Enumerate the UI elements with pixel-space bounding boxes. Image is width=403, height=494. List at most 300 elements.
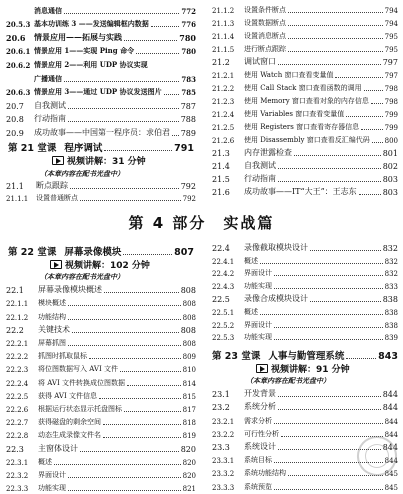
toc-entry-page: 844 xyxy=(384,457,398,466)
toc-entry-title: 功能实现 xyxy=(38,484,66,493)
toc-entry[interactable] xyxy=(6,374,196,387)
chapter-22-video xyxy=(50,258,150,271)
toc-entry[interactable] xyxy=(212,28,398,41)
toc-entry-leader xyxy=(124,411,181,412)
toc-entry-leader xyxy=(54,464,181,465)
toc-entry-title: 基本功训练 3 ——发送编辑框内数据 xyxy=(34,19,149,29)
toc-entry-page: 845 xyxy=(384,483,398,492)
toc-entry-number: 22.1 xyxy=(6,286,24,296)
toc-entry[interactable] xyxy=(212,119,398,132)
toc-entry-number: 22.3.3 xyxy=(6,485,29,494)
toc-entry-page: 792 xyxy=(180,181,196,191)
toc-entry[interactable] xyxy=(212,54,398,67)
toc-entry-leader xyxy=(127,385,181,386)
toc-entry-page: 809 xyxy=(182,353,196,362)
toc-entry-number: 21.1 xyxy=(6,181,24,191)
toc-entry-page: 785 xyxy=(181,88,196,98)
toc-entry-title: 使用 Watch 窗口查看变量值 xyxy=(244,71,334,79)
toc-entry-title: 将位图数据写入 AVI 文件 xyxy=(38,365,118,374)
chapter-22-title: 屏幕录像模块 xyxy=(64,247,122,258)
chapter-23-video-label: 视频讲解：91 分钟 xyxy=(271,365,350,375)
toc-entry-number: 22.5.1 xyxy=(212,308,235,317)
toc-entry-leader xyxy=(68,121,179,122)
toc-entry-leader xyxy=(274,275,383,276)
toc-top-left xyxy=(6,0,196,150)
toc-entry-leader xyxy=(310,250,381,251)
toc-entry[interactable] xyxy=(212,132,398,145)
toc-entry-leader xyxy=(274,288,383,289)
toc-entry[interactable] xyxy=(212,317,398,330)
toc-entry-leader xyxy=(89,358,181,359)
toc-entry-page: 832 xyxy=(384,257,398,266)
chapter-21-page: 791 xyxy=(174,143,194,154)
toc-entry[interactable] xyxy=(6,178,196,191)
toc-entry[interactable] xyxy=(6,401,196,414)
toc-entry-number: 23.3 xyxy=(212,442,230,452)
toc-entry-leader xyxy=(80,200,181,201)
toc-entry-leader xyxy=(64,81,179,82)
chapter-22-note: （本章内容在配书光盘中） xyxy=(40,272,124,281)
toc-entry-page: 845 xyxy=(384,470,398,479)
chapter-23-heading xyxy=(212,348,398,362)
toc-entry-leader xyxy=(68,477,181,478)
toc-entry-title: 开发背景 xyxy=(244,389,276,399)
toc-entry-number: 21.2 xyxy=(212,58,230,67)
toc-entry-page: 820 xyxy=(182,458,196,467)
toc-entry-title: 需求分析 xyxy=(244,416,272,425)
toc-entry-number: 22.2.3 xyxy=(6,366,29,375)
chapter-23-leader xyxy=(346,358,376,359)
toc-entry-number: 21.4 xyxy=(212,162,230,171)
toc-entry-page: 772 xyxy=(181,6,196,16)
toc-entry[interactable] xyxy=(6,322,196,335)
toc-entry-page: 800 xyxy=(384,137,398,145)
toc-entry[interactable] xyxy=(212,278,398,291)
toc-entry-title: 录像截取模块设计 xyxy=(244,242,308,252)
toc-entry[interactable] xyxy=(212,106,398,119)
toc-entry-leader xyxy=(361,129,383,130)
toc-entry-page: 792 xyxy=(182,195,196,203)
chapter-23-page: 843 xyxy=(378,351,398,362)
toc-entry-page: 810 xyxy=(182,366,196,375)
toc-entry-title: 抓图时抓取鼠标 xyxy=(38,352,87,361)
toc-entry[interactable] xyxy=(6,480,196,493)
toc-entry-leader xyxy=(68,345,181,346)
toc-entry-number: 23.2 xyxy=(212,403,230,413)
toc-entry[interactable] xyxy=(212,93,398,106)
toc-entry-number: 20.6.2 xyxy=(6,60,31,70)
toc-entry[interactable] xyxy=(6,295,196,308)
toc-entry-title: 进行断点跟踪 xyxy=(244,45,286,53)
toc-entry-title: 界面设计 xyxy=(244,269,272,278)
toc-entry-number: 21.2.3 xyxy=(212,98,235,106)
toc-entry-leader xyxy=(288,38,383,39)
toc-entry-page: 844 xyxy=(382,403,398,413)
toc-entry-number: 23.3.3 xyxy=(212,483,235,492)
toc-entry-number: 22.2.8 xyxy=(6,432,29,441)
toc-entry-leader xyxy=(346,116,382,117)
toc-entry-number: 21.2.5 xyxy=(212,124,235,132)
toc-entry-number: 22.3 xyxy=(6,444,24,454)
toc-entry-page: 808 xyxy=(180,325,196,335)
chapter-22-leader xyxy=(123,254,172,255)
toc-entry-leader xyxy=(294,155,381,156)
toc-entry-number: 22.2.1 xyxy=(6,339,29,348)
toc-entry-number: 23.3.2 xyxy=(212,470,235,479)
toc-entry[interactable] xyxy=(212,412,398,425)
toc-entry-page: 780 xyxy=(179,32,196,43)
toc-entry-page: 844 xyxy=(384,417,398,426)
toc-entry-page: 839 xyxy=(384,334,398,343)
toc-entry[interactable] xyxy=(6,348,196,361)
toc-entry[interactable] xyxy=(212,41,398,54)
toc-entry[interactable] xyxy=(212,171,398,184)
toc-entry-number: 22.5 xyxy=(212,294,230,304)
toc-entry-leader xyxy=(371,103,383,104)
toc-entry-leader xyxy=(288,51,383,52)
toc-entry-page: 799 xyxy=(384,111,398,119)
toc-entry-page: 794 xyxy=(384,7,398,15)
toc-entry-leader xyxy=(359,194,381,195)
toc-entry[interactable] xyxy=(6,440,196,453)
toc-entry-leader xyxy=(288,12,383,13)
toc-entry[interactable] xyxy=(212,330,398,343)
toc-entry[interactable] xyxy=(6,361,196,374)
toc-entry-title: 将 AVI 文件转换成位图数据 xyxy=(38,378,125,387)
toc-entry-leader xyxy=(103,424,181,425)
toc-entry-leader xyxy=(64,13,179,14)
toc-entry-title: 消息通信 xyxy=(34,5,62,15)
toc-entry-number: 21.6 xyxy=(212,188,230,197)
toc-entry[interactable] xyxy=(6,467,196,480)
toc-entry[interactable] xyxy=(6,56,196,70)
toc-entry-page: 783 xyxy=(181,74,196,84)
toc-entry[interactable] xyxy=(212,145,398,158)
toc-entry-title: 屏幕录像模块概述 xyxy=(38,285,102,295)
toc-entry-page: 776 xyxy=(181,20,196,30)
toc-entry-number: 22.5.2 xyxy=(212,321,235,330)
toc-entry-title: 自我测试 xyxy=(244,161,276,170)
toc-entry-page: 819 xyxy=(182,432,196,441)
toc-entry-title: 成功故事——中国第一程序员：求伯君 xyxy=(34,127,170,137)
toc-entry-leader xyxy=(70,188,179,189)
video-icon xyxy=(50,260,62,269)
toc-entry-leader xyxy=(372,142,383,143)
toc-entry-page: 844 xyxy=(382,442,398,452)
toc-entry-title: 功能结构 xyxy=(38,312,66,321)
toc-entry-page: 832 xyxy=(382,243,398,253)
toc-entry[interactable] xyxy=(6,2,196,16)
toc-entry-title: 概述 xyxy=(244,307,258,316)
toc-entry-leader xyxy=(68,490,181,491)
toc-entry-title: 系统功能结构 xyxy=(244,469,286,478)
toc-entry[interactable] xyxy=(212,15,398,28)
video-icon xyxy=(256,364,268,373)
toc-entry-page: 802 xyxy=(382,162,398,171)
toc-entry-page: 838 xyxy=(384,321,398,330)
toc-entry-leader xyxy=(68,305,181,306)
toc-entry-page: 808 xyxy=(180,286,196,296)
toc-entry-number: 22.4.3 xyxy=(212,283,235,292)
toc-entry-title: 情景应用 1——实现 Ping 命令 xyxy=(34,46,135,56)
toc-entry-leader xyxy=(364,90,383,91)
chapter-22-video-label: 视频讲解：102 分钟 xyxy=(65,261,150,271)
toc-entry-leader xyxy=(260,314,383,315)
toc-entry-number: 22.2.2 xyxy=(6,353,29,362)
toc-entry-number: 23.1 xyxy=(212,390,230,400)
toc-entry[interactable] xyxy=(212,304,398,317)
chapter-21-video-label: 视频讲解：31 分钟 xyxy=(67,157,146,167)
toc-entry-title: 情景应用——拓展与实践 xyxy=(34,31,122,42)
toc-entry-number: 22.2.4 xyxy=(6,379,29,388)
toc-entry-leader xyxy=(288,475,383,476)
toc-entry-page: 780 xyxy=(181,47,196,57)
toc-entry-number: 21.2.1 xyxy=(212,72,235,80)
toc-entry-title: 使用 Memory 窗口查看对象的内存信息 xyxy=(244,97,369,105)
toc-entry-title: 调试窗口 xyxy=(244,57,276,66)
chapter-21-label: 第 21 堂课 xyxy=(8,143,57,154)
toc-entry[interactable] xyxy=(212,2,398,15)
toc-entry-leader xyxy=(120,371,181,372)
toc-entry-number: 22.4.1 xyxy=(212,257,235,266)
toc-entry-number: 22.2.5 xyxy=(6,392,29,401)
toc-bottom-left xyxy=(6,282,196,494)
toc-entry-title: 情景应用 3——通过 UDP 协议发送图片 xyxy=(34,87,162,97)
toc-entry-leader xyxy=(278,64,381,65)
toc-entry-title: 情景应用 2——利用 UDP 协议实现 xyxy=(34,59,148,69)
toc-entry[interactable] xyxy=(6,84,196,98)
toc-entry[interactable] xyxy=(6,70,196,84)
toc-entry-title: 自我测试 xyxy=(34,100,66,110)
chapter-23-title: 人事与勤管理系统 xyxy=(268,351,345,362)
toc-entry-title: 获得 AVI 文件信息 xyxy=(38,391,97,400)
toc-entry[interactable] xyxy=(6,388,196,401)
toc-entry[interactable] xyxy=(212,399,398,412)
toc-entry-number: 22.1.2 xyxy=(6,313,29,322)
toc-entry-leader xyxy=(288,25,383,26)
toc-entry-number: 21.1.3 xyxy=(212,20,235,28)
toc-entry-number: 20.7 xyxy=(6,101,24,111)
toc-entry-page: 808 xyxy=(182,300,196,309)
toc-entry-title: 设置消息断点 xyxy=(244,32,286,40)
toc-entry-number: 22.1.1 xyxy=(6,300,29,309)
toc-entry-number: 20.5.3 xyxy=(6,20,31,30)
part-title: 第 4 部分 实战篇 xyxy=(128,214,275,232)
toc-entry-leader xyxy=(68,108,179,109)
toc-entry-page: 803 xyxy=(382,175,398,184)
toc-entry-page: 803 xyxy=(382,188,398,197)
chapter-21-heading xyxy=(8,140,194,154)
toc-entry-page: 844 xyxy=(382,390,398,400)
chapter-23-label: 第 23 堂课 xyxy=(212,351,261,362)
toc-entry-leader xyxy=(104,292,179,293)
toc-entry-page: 798 xyxy=(384,98,398,106)
toc-entry-title: 模块概述 xyxy=(38,299,66,308)
toc-entry[interactable] xyxy=(212,240,398,253)
toc-entry[interactable] xyxy=(212,80,398,93)
toc-entry-number: 20.8 xyxy=(6,115,24,125)
toc-entry-leader xyxy=(72,332,179,333)
toc-entry-number: 21.5 xyxy=(212,175,230,184)
toc-entry-title: 关键技术 xyxy=(38,324,70,334)
toc-entry-title: 主窗体设计 xyxy=(38,443,78,453)
toc-entry-title: 系统预览 xyxy=(244,482,272,491)
toc-entry-title: 使用 Variables 窗口查看变量值 xyxy=(244,110,345,118)
toc-entry[interactable] xyxy=(6,427,196,440)
toc-entry-number: 21.2.4 xyxy=(212,111,235,119)
toc-entry-leader xyxy=(136,53,179,54)
toc-entry-page: 801 xyxy=(382,149,398,158)
toc-entry[interactable] xyxy=(212,67,398,80)
toc-entry-leader xyxy=(274,423,383,424)
toc-entry-page: 832 xyxy=(384,270,398,279)
toc-entry-number: 21.1.2 xyxy=(212,7,235,15)
toc-entry-title: 使用 Call Stack 窗口查看函数的调用 xyxy=(244,84,362,92)
toc-entry-number: 21.1.1 xyxy=(6,195,29,203)
toc-entry[interactable] xyxy=(212,291,398,304)
toc-entry[interactable] xyxy=(6,414,196,427)
toc-entry-title: 系统设计 xyxy=(244,441,276,451)
toc-entry-number: 21.1.5 xyxy=(212,46,235,54)
toc-entry-page: 788 xyxy=(180,115,196,125)
toc-entry-page: 838 xyxy=(382,294,398,304)
toc-entry-page: 817 xyxy=(182,405,196,414)
toc-entry-page: 818 xyxy=(182,419,196,428)
toc-entry-title: 概述 xyxy=(244,256,258,265)
toc-entry-title: 界面设计 xyxy=(244,320,272,329)
toc-entry-title: 界面设计 xyxy=(38,470,66,479)
toc-entry-page: 815 xyxy=(182,392,196,401)
toc-entry-title: 使用 Disassembly 窗口查看反汇编代码 xyxy=(244,136,370,144)
toc-entry-number: 22.3.1 xyxy=(6,458,29,467)
toc-entry-title: 行动指南 xyxy=(34,114,66,124)
toc-entry[interactable] xyxy=(6,111,196,125)
toc-entry[interactable] xyxy=(6,308,196,321)
toc-entry-page: 820 xyxy=(180,444,196,454)
toc-entry-page: 787 xyxy=(180,101,196,111)
video-icon xyxy=(52,156,64,165)
toc-entry[interactable] xyxy=(212,386,398,399)
toc-top-right xyxy=(212,0,398,200)
toc-entry-title: 广播通信 xyxy=(34,73,62,83)
toc-entry[interactable] xyxy=(6,43,196,57)
toc-entry-number: 21.3 xyxy=(212,149,230,158)
chapter-21-title: 程序调试 xyxy=(64,143,103,154)
toc-entry-number: 23.2.1 xyxy=(212,417,235,426)
toc-entry-title: 系统分析 xyxy=(244,402,276,412)
toc-entry[interactable] xyxy=(212,266,398,279)
toc-entry-title: 屏幕抓图 xyxy=(38,338,66,347)
toc-entry[interactable] xyxy=(6,335,196,348)
toc-entry-number: 20.9 xyxy=(6,128,24,138)
toc-entry-leader xyxy=(278,409,381,410)
toc-entry-leader xyxy=(274,339,383,340)
toc-entry[interactable] xyxy=(6,124,196,138)
toc-entry-leader xyxy=(274,327,383,328)
toc-entry-title: 设置条件断点 xyxy=(244,6,286,14)
toc-entry[interactable] xyxy=(6,29,196,43)
toc-entry[interactable] xyxy=(212,184,398,197)
toc-entry-page: 821 xyxy=(182,485,196,494)
toc-entry[interactable] xyxy=(212,478,398,491)
toc-entry-number: 22.4 xyxy=(212,243,230,253)
toc-entry-number: 20.6 xyxy=(6,32,26,43)
toc-entry-leader xyxy=(278,168,381,169)
toc-entry-number: 21.2.2 xyxy=(212,85,235,93)
toc-entry-leader xyxy=(281,436,383,437)
chapter-22-heading xyxy=(8,244,194,258)
chapter-23-note: （本章内容在配书光盘中） xyxy=(246,376,330,385)
toc-entry-number: 23.3.1 xyxy=(212,457,235,466)
toc-entry-leader xyxy=(260,263,383,264)
toc-entry-number: 23.2.2 xyxy=(212,430,235,439)
toc-entry-title: 设置数据断点 xyxy=(244,19,286,27)
toc-entry-leader xyxy=(274,489,383,490)
toc-entry-title: 根据运行状态显示托盘图标 xyxy=(38,404,122,413)
toc-entry-number: 22.2.7 xyxy=(6,419,29,428)
toc-entry-number: 22.2.6 xyxy=(6,405,29,414)
toc-entry-page: 833 xyxy=(384,283,398,292)
toc-entry-number: 20.6.3 xyxy=(6,88,31,98)
toc-entry-page: 798 xyxy=(384,85,398,93)
toc-entry-title: 行动指南 xyxy=(244,174,276,183)
toc-entry-title: 动态生成录像文件名 xyxy=(38,431,101,440)
chapter-21-leader xyxy=(104,150,172,151)
toc-entry[interactable] xyxy=(212,253,398,266)
toc-bottom-right-a xyxy=(212,240,398,344)
toc-entry-number: 21.2.6 xyxy=(212,137,235,145)
toc-entry[interactable] xyxy=(6,191,196,204)
toc-entry-title: 概述 xyxy=(38,457,52,466)
toc-entry[interactable] xyxy=(6,282,196,295)
toc-entry-page: 795 xyxy=(384,46,398,54)
toc-entry[interactable] xyxy=(6,454,196,467)
chapter-22-page: 807 xyxy=(174,247,194,258)
toc-entry-number: 22.4.2 xyxy=(212,270,235,279)
toc-entry-page: 794 xyxy=(384,20,398,28)
toc-entry-page: 808 xyxy=(182,313,196,322)
toc-entry-leader xyxy=(335,77,382,78)
toc-entry-title: 功能实现 xyxy=(244,282,272,291)
toc-entry-page: 808 xyxy=(182,339,196,348)
toc-entry-title: 设置普通断点 xyxy=(36,194,78,202)
toc-entry-leader xyxy=(151,26,180,27)
chapter-21-note: （本章内容在配书光盘中） xyxy=(40,169,124,178)
chapter-23-video xyxy=(256,362,350,375)
toc-entry-title: 使用 Registers 窗口查看寄存器信息 xyxy=(244,123,360,131)
toc-entry-leader xyxy=(80,451,179,452)
toc-entry-page: 799 xyxy=(384,124,398,132)
toc-entry-number: 20.6.1 xyxy=(6,47,31,57)
toc-entry-number: 21.1.4 xyxy=(212,33,235,41)
toc-entry-leader xyxy=(124,40,177,41)
toc-entry-leader xyxy=(68,319,181,320)
toc-entry-title: 可行性分析 xyxy=(244,429,279,438)
chapter-21-video xyxy=(52,154,146,167)
toc-entry[interactable] xyxy=(212,158,398,171)
toc-entry-number: 22.5.3 xyxy=(212,334,235,343)
toc-entry[interactable] xyxy=(6,97,196,111)
toc-entry-title: 成功故事——IT“大王”：王志东 xyxy=(244,187,357,196)
toc-entry[interactable] xyxy=(6,16,196,30)
toc-entry-page: 844 xyxy=(384,430,398,439)
toc-entry-title: 录像合成模块设计 xyxy=(244,293,308,303)
toc-entry-page: 820 xyxy=(182,471,196,480)
toc-entry-page: 795 xyxy=(384,33,398,41)
toc-entry-leader xyxy=(172,135,179,136)
toc-entry-leader xyxy=(99,398,181,399)
toc-entry-title: 断点跟踪 xyxy=(36,180,68,190)
